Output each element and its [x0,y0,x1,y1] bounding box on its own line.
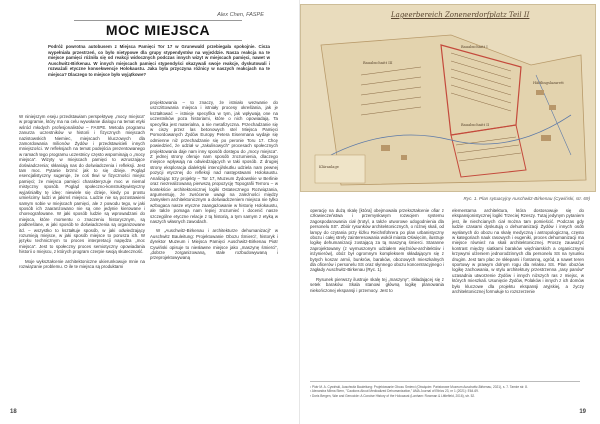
body-paragraph: projektowania – to znaczy, że istniało wezwanie do uszczittowania miejsca i istniały procesy określania, jak je kształtować – istnieje specyfika w tym, jak wpływają one na uczestników poza historiami, które o nich opowiadają. Ta specyfika jest materialna, a nie metafizyczna. Przechadzanie się w ciszy przez las betonowych stel Miejsca Pamięci Pomordowanych Żydów Europy Petera Eisenmana wydaje się odmienne niż przechadzanie się po peronie Toru 17. Chcę powiedzieć, że udział w „zakulisowych” procesach społecznych projektowania daje nam inny sposób dostępu do „mocy miejsca”. Z jednej strony oferuje nam sposób zrozumienia, dlaczego miejsce wpływają na odwiedzających w taki sposób. Z drugiej strony eksploracja dialektyki intencji/skutku udziela nam pewnej pozycji etycznej do refleksji nad następstwami Holokaustu. Analizując trzy projekty – Tor 17, Muzeum Żydowskie w Berlinie oraz niezrealizowaną pierwszą propozycję Topografii Terroru – w kontekście architektonicznej logiki Ostatecznego Rozwiązania, argumentuję, że zwrócenie uwagi na zależności między zamysłem architektonicznym a doświadczeniem miejsca nie tylko wzbogaca nasze etyczne zaangażowanie w historię Holokaustu, ale także pomaga nam lepiej zrozumieć i docenić nasze szczególne etyczne relacje z tą historią, a tym samym z etyką w naszych własnych zawodach. [150,100,278,224]
footnotes [310,381,580,398]
body-paragraph: W „Auschwitz-Birkenau i architekturze dehumanizacji” w Auschwitz Bauleitung: Projektowanie Obozu Śmierci', historyk i dyrektor Muzeum i Miejsca Pamięci Auschwitz-Birkenau Piotr Cywiński opisuje to niesławne miejsce jako „maszynę śmierci”, „dobrze zorganizowaną, stale rozbudowywaną i przeprojektowywaną [150,228,278,261]
camp-site-plan-figure [300,4,596,192]
lead-paragraph: Podróż powrotna autobusem z Miejsca Pamięci Tor 17 w Grunewald przebiegała spokojnie. Cisza wypełniała przestrzeń, co było nietypowe dla grupy stypendystów na wyjeździe. Nasza reakcja na te miejsce pamięci różniła się od reakcji widocznych podczas innych wizyt w miejscach pamięci, nawet w Auschwitz-Birkenau. W innych miejscach pamięci stypendyści okazywali swoje reakcje, dyskutowali i rozważali etyczne konsekwencje Holokaustu. Jaka była przyczyna różnicy w naszych reakcjach na te miejsca? Dlaczego to miejsce było wyjątkowe? [48,44,270,77]
right-page [300,0,600,424]
map-label: Bauabschnitt I [461,45,488,49]
map-label: Bauabschnitt III [363,61,393,65]
article-title: MOC MIEJSCA [74,20,242,41]
figure-caption: Ryc. 1. Plan sytuacyjny Auschwitz-Birkenau (Cywiński, str. 69) [463,196,590,201]
body-column-4 [452,208,584,299]
body-column-3 [310,208,444,297]
body-column-2 [150,100,278,265]
footnote: ² Alexandra Mlima Stern, "Cautions About Medicalized Dehumanization," AMA Journal of Ethics 23, nr 1 (2021): E64-69. [310,389,479,394]
body-paragraph: operację na dużą skalę [która] obejmowała przekształcenie ofiar z człowieczeństwa i przemysłowym rozwojem systemu zagospodarowania ciał (trotyl, a także utworowe udogodnienia dla personelu SS". Zbiór rysunków architektonicznych, o różnej skali, od lampy do czytania przy łóżku Reichsführera po plan urbanistyczny obozu i całej strefy zainteresowania wokół miasta Oświęcim, ilustruje logikę dehumanizacji zostającą za tą maszyną śmierci. Staranne zaprojektowany (z wymuszonym udziałem więźniów-architektów i inżynierów), obóz był ogromnym kompleksem składającym się z bytych koszar armii, bunkrów, baraków, obozowych mieszkalnych dla oficerów i personelu SS oraz słynnego obozu koncentracyjnego i zagłady Auschwitz-Birkenau (Ryc. 1). [310,208,444,273]
body-paragraph: W niniejszym eseju przedstawiam perspektywę „mocy miejsca” w programie, który ma na celu wywołanie dialogu na temat etyki wśród młodych profesjonalistów – FASPE. Metoda programu zanurza uczestników w historii i fizycznych miejscach nazistowskich Niemiec, miejscach kluczowych dla zamordowania milionów Żydów i przedstawicieli innych mniejszości. W refleksjach na temat podejścia prezentowanego w ramach tego programu uczestnicy często wspominają o „mocy miejsca”. Wizyty w miejscach pamięci to wzruszające doświadczenia; skłaniają nas do doświadczenia i refleksji. Jest tam moc. Pytanie brzmi: jak to się dzieje. Pogląd esencjalistyczny sugeruje, że coś tkwi w fizyczności miejsc pamięci; że miejsca pamięci charakteryzuje moc w niemal mistyczny sposób. Pogląd społeczno-konstruktywistyczny wyjaśniałby tę ideę: niewiele się dzieje, kiedy po prostu umieścimy ludzi w jakimś miejscu. Ludzie nie są pozostawieni samym sobie w miejscach pamięci, ale z powodu tego, w jaki sposób ich zaaranżowano nie są one jedynie kierowane i choreografowane. W jaki sposób ludzie są wprowadzani do miejsca, które momentu o znaczeniu historycznym, są podkreślane, w jaki sposób te doświadczenia są organizowane itd. – wszystko to kształtuje sposób, w jaki odwiedzający rozumieją miejsce, w jaki sposób miejsce to porusza ich. W języku technicznym to proces interpretacji napędza „moc miejsca”. Jest to społeczny proces semiotyczny opowiadania historii o miejscu, z których program czerpie swoją skuteczność. [19,114,145,255]
body-paragraph: elementarna architektura, która dostosowuje się do ekspansjonistycznej logiki Trzeciej Rzeszy. Tutaj jedynym pytaniem jest, ile niechcianych ciał można tam pomieścić. Podczas gdy ludzie czasami dyskutują o dehumanizacji Żydów i innych osób wysłanych do obozu na skalę medyczną i antropologiczną, często w kategoriach nauk rasowych i eugeniki, proces dehumanizacji ma miejsce również na skali architektonicznej. Proszę zauważyć kontrast między siatkami baraków więźniarskich a organicznymi krzywymi ulżeniem jednorodzinnych dla personelu SS na rysunku drugim. Jest tam plac ze skłepami i fontanną, ogród, a nawet teren sportowy w prawym dolnym rogu dla relaksu SS. Plan obozów logikę zachowania, w stylu architektury przestrzenna „rasy panów” uzasadnia utworzenie Żydów i innych niższych ras z miejsc, w których mieszkali. Usunięcie Żydów, Polaków i innych z ich domów było kluczowe dla projektu ekspansji aryjskiej, a życzy architektonicznej formułuje to rozszerzenie [452,208,584,295]
site-plan-drawing [301,5,596,192]
author-byline: Alex Chen, FASPE [217,12,264,18]
page-number-right: 19 [579,409,586,415]
map-label: Häftlingslazarett [533,81,564,85]
map-label: Kläranlage [319,165,339,169]
page-number-left: 18 [10,409,17,415]
footnote: ³ Doris Bergen, War and Genocide: A Concise History of the Holocaust (Lanham: Rowman & Littlefield, 2016), str. 52. [310,393,476,398]
footnote: ¹ Piotr M. A. Cywiński, Auschwitz Bauleitung: Projektowanie Obozu Śmierci (Oświęcim: Państwowe Muzeum Auschwitz-Birkenau, 2021), s. 7. Tamże str. 8. [310,385,528,389]
map-label: Bauabschnitt II [461,123,490,127]
body-paragraph: Moje wykształcenie architektoniczne ukierunkowuje mnie na rozwiązanie problemu. O ile te miejsca są produktami [19,258,145,269]
body-paragraph: Rysunek pierwszy ilustruje skalę tej „maszyny”, składającej się z setek baraków. Skala stanowi główną logikę planowania niekończonej ekspansji i przemocy. Jest to [310,276,444,293]
map-title: Lageerbereich Zonenerdorfplatz Teil II [391,11,530,19]
body-column-1 [19,114,145,273]
